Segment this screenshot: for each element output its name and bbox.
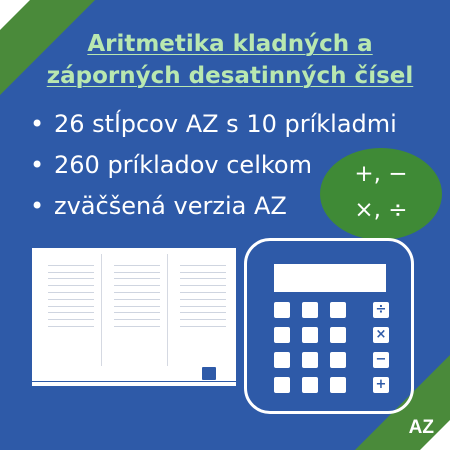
- feature-text: zväčšená verzia AZ: [54, 192, 287, 220]
- bullet-icon: •: [30, 151, 45, 179]
- calculator-key: [302, 327, 318, 343]
- calculator-key: [330, 377, 346, 393]
- operations-line-1: +, −: [354, 161, 408, 187]
- preview-column-header: [38, 254, 102, 259]
- calculator-key: [330, 352, 346, 368]
- calculator-key: [274, 327, 290, 343]
- preview-column: [104, 254, 168, 327]
- az-badge: AZ: [408, 417, 434, 438]
- preview-calculator-icon: [202, 367, 216, 380]
- feature-text: 26 stĺpcov AZ s 10 príkladmi: [54, 110, 397, 138]
- preview-column-header: [104, 254, 168, 259]
- title: [40, 28, 420, 92]
- calculator-key: [274, 377, 290, 393]
- corner-white-top-left: [0, 0, 30, 30]
- calculator-key: [302, 352, 318, 368]
- calculator-key: [330, 302, 346, 318]
- plus-key: +: [373, 377, 389, 393]
- operations-line-2: ×, ÷: [354, 197, 408, 223]
- minus-key: −: [373, 352, 389, 368]
- calculator-icon: [244, 238, 414, 414]
- calculator-key: [330, 327, 346, 343]
- calculator-key: [274, 302, 290, 318]
- preview-column: [38, 254, 102, 327]
- worksheet-preview: [32, 248, 236, 386]
- calculator-key: [302, 377, 318, 393]
- title-line-2: záporných desatinných čísel: [46, 63, 414, 89]
- preview-footer-line: [32, 381, 236, 382]
- title-line-1: Aritmetika kladných a: [87, 31, 373, 57]
- bullet-icon: •: [30, 110, 45, 138]
- preview-column: [170, 254, 234, 327]
- calculator-display: [274, 264, 386, 292]
- calculator-key: [302, 302, 318, 318]
- preview-column-header: [170, 254, 234, 259]
- feature-text: 260 príkladov celkom: [54, 151, 312, 179]
- feature-item: [30, 104, 397, 145]
- calculator-key: [274, 352, 290, 368]
- divide-key: ÷: [373, 302, 389, 318]
- bullet-icon: •: [30, 192, 45, 220]
- multiply-key: ×: [373, 327, 389, 343]
- operations-badge: [320, 148, 442, 240]
